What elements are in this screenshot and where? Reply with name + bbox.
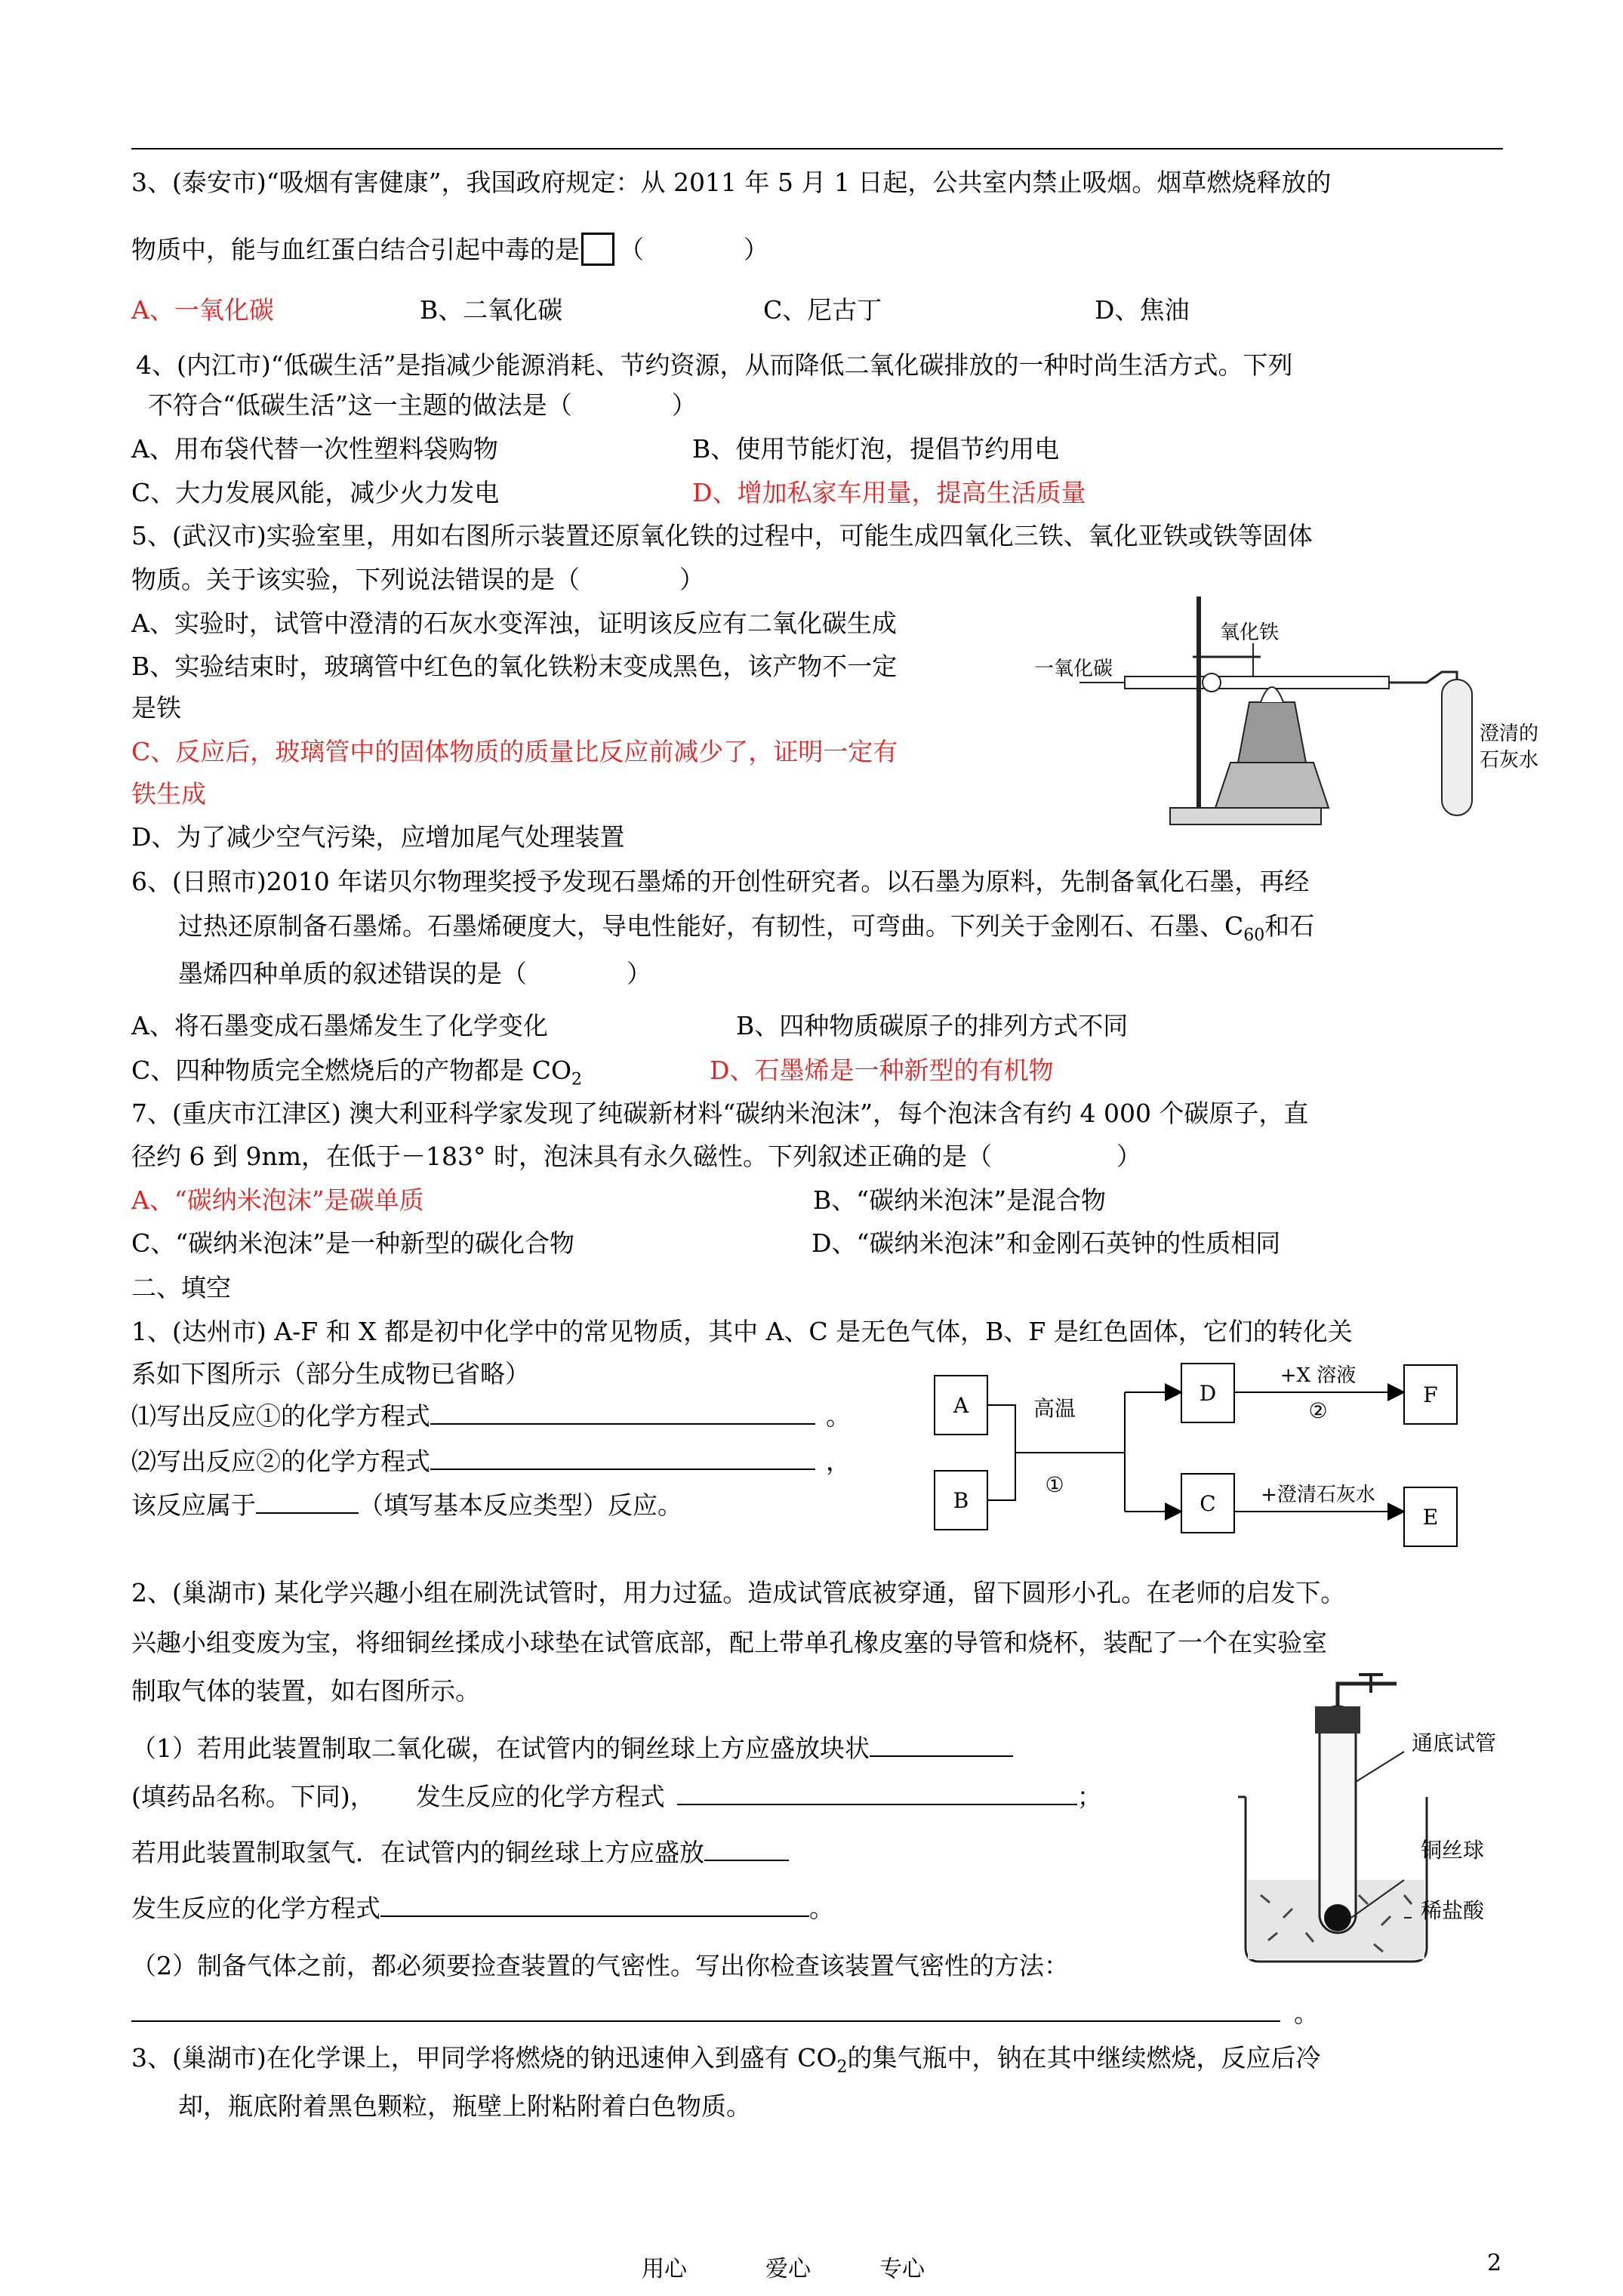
- f2-line1: 2、(巢湖市) 某化学兴趣小组在刷洗试管时，用力过猛。造成试管底被穿通，留下圆形小孔。在老师的启发下。: [131, 1578, 1346, 1607]
- answer-blank-co2-solid[interactable]: [870, 1736, 1013, 1757]
- c60-subscript: 60: [1243, 926, 1265, 945]
- f1-part3-text: 该反应属于: [131, 1490, 256, 1520]
- label-c: C: [1200, 1491, 1216, 1516]
- f3-line1-tail: 的集气瓶中，钠在其中继续燃烧，反应后冷: [847, 2043, 1321, 2073]
- q7-option-c: C、“碳纳米泡沫”是一种新型的碳化合物: [131, 1228, 574, 1258]
- q6-option-d: D、石墨烯是一种新型的有机物: [710, 1056, 1054, 1085]
- f2-line3: 制取气体的装置，如右图所示。: [131, 1676, 480, 1706]
- f2-part3: [131, 1838, 789, 1868]
- q3-line1: 3、(泰安市)“吸烟有害健康”，我国政府规定：从 2011 年 5 月 1 日起，公共室内禁止吸烟。烟草燃烧释放的: [131, 168, 1332, 197]
- f1-part2-end: ，: [826, 1447, 851, 1476]
- f3-line1-text: 3、(巢湖市)在化学课上，甲同学将燃烧的钠迅速伸入到盛有 CO: [131, 2043, 837, 2073]
- label-x-solution: +X 溶液: [1280, 1364, 1357, 1387]
- answer-blank-airtight-method[interactable]: [131, 2001, 1280, 2022]
- label-limewater: +澄清石灰水: [1261, 1484, 1375, 1506]
- f1-part3-tail: （填写基本反应类型）反应。: [359, 1490, 682, 1520]
- q6-option-a: A、将石墨变成石墨烯发生了化学变化: [131, 1011, 548, 1040]
- beaker-apparatus-figure: [1223, 1669, 1517, 1971]
- q3-option-b: B、二氧化碳: [420, 295, 563, 325]
- q6-line3: 墨烯四种单质的叙述错误的是（ ）: [178, 959, 651, 988]
- q3-line2: [131, 233, 768, 266]
- q3-line2-bracket: （ ）: [619, 235, 768, 264]
- q6-option-c: [131, 1056, 582, 1096]
- f2-part5: （2）制备气体之前，都必须要捡查装置的气密性。写出你检查该装置气密性的方法：: [131, 1951, 1069, 1980]
- q5-line1: 5、(武汉市)实验室里，用如右图所示装置还原氧化铁的过程中，可能生成四氧化三铁、氧化亚铁或铁等固体: [131, 521, 1313, 550]
- copper-ball-label: 铜丝球: [1421, 1838, 1485, 1863]
- limewater-label-2: 石灰水: [1480, 749, 1539, 772]
- transformation-diagram: [925, 1344, 1468, 1548]
- footer-middle: 爱心: [765, 2256, 811, 2282]
- label-high-temp: 高温: [1033, 1396, 1076, 1421]
- label-reaction-1: ①: [1045, 1472, 1064, 1497]
- q7-option-a: A、“碳纳米泡沫”是碳单质: [131, 1185, 424, 1215]
- f3-co2-subscript: 2: [836, 2057, 848, 2077]
- answer-blank-h2-equation[interactable]: [380, 1896, 809, 1917]
- q5-option-a: A、实验时，试管中澄清的石灰水变浑浊，证明该反应有二氧化碳生成: [131, 609, 897, 638]
- q4-option-c: C、大力发展风能，减少火力发电: [131, 478, 500, 507]
- q5-option-d: D、为了减少空气污染，应增加尾气处理装置: [131, 822, 625, 852]
- q4-line2: 不符合“低碳生活”这一主题的做法是（ ）: [148, 390, 697, 420]
- answer-blank-h2-solid[interactable]: [704, 1840, 789, 1861]
- limewater-label-1: 澄清的: [1480, 723, 1539, 745]
- q7-line2: 径约 6 到 9nm，在低于－183° 时，泡沫具有永久磁性。下列叙述正确的是（ ）: [131, 1142, 1141, 1171]
- q7-option-b: B、“碳纳米泡沫”是混合物: [813, 1185, 1106, 1215]
- f1-part1-text: ⑴写出反应①的化学方程式: [131, 1401, 430, 1431]
- f2-part4-text: 发生反应的化学方程式: [131, 1894, 380, 1923]
- f2-part2-end: ；: [1076, 1782, 1102, 1811]
- acid-label: 稀盐酸: [1421, 1898, 1485, 1923]
- answer-blank-eq2[interactable]: [430, 1449, 815, 1470]
- q3-option-a: A、一氧化碳: [131, 295, 274, 325]
- fe2o3-label: 氧化铁: [1220, 621, 1280, 644]
- q5-option-c-line2: 铁生成: [131, 779, 206, 809]
- f2-part1-text: （1）若用此装置制取二氧化碳，在试管内的铜丝球上方应盛放块状: [131, 1734, 870, 1763]
- f1-part3: [131, 1490, 682, 1521]
- footer-left: 用心: [642, 2256, 687, 2282]
- q4-option-d: D、增加私家车用量，提高生活质量: [692, 478, 1086, 507]
- q6-line2-tail: 和石: [1264, 911, 1315, 941]
- q3-option-c: C、尼古丁: [763, 295, 882, 325]
- q4-option-b: B、使用节能灯泡，提倡节约用电: [692, 434, 1060, 464]
- f3-line2: 却，瓶底附着黑色颗粒，瓶壁上附粘附着白色物质。: [178, 2091, 751, 2121]
- label-e: E: [1422, 1505, 1439, 1530]
- q7-option-d: D、“碳纳米泡沫”和金刚石英钟的性质相同: [812, 1228, 1281, 1258]
- f2-part4-end: 。: [809, 1894, 834, 1923]
- f2-part3-text: 若用此装置制取氢气．在试管内的铜丝球上方应盛放: [131, 1838, 704, 1867]
- answer-box: [581, 233, 614, 266]
- f2-line2: 兴趣小组变废为宝，将细铜丝揉成小球垫在试管底部，配上带单孔橡皮塞的导管和烧杯，装配了一个在实验室: [131, 1628, 1327, 1657]
- f3-line1: [131, 2043, 1321, 2083]
- co-label: 一氧化碳: [1034, 658, 1113, 680]
- footer-right: 专心: [879, 2256, 925, 2282]
- q5-line2: 物质。关于该实验，下列说法错误的是（ ）: [131, 565, 704, 594]
- answer-blank-reaction-type[interactable]: [256, 1493, 359, 1514]
- q5-option-c-line1: C、反应后，玻璃管中的固体物质的质量比反应前减少了，证明一定有: [131, 737, 898, 766]
- q6-option-c-text: C、四种物质完全燃烧后的产物都是 CO: [131, 1056, 572, 1085]
- f1-part1-end: 。: [826, 1401, 851, 1431]
- f2-part2-text: (填药品名称。下同)，: [131, 1782, 375, 1811]
- co-reduction-apparatus-figure: [1034, 581, 1539, 831]
- f2-part6: [131, 1999, 1319, 2029]
- q5-option-b-line1: B、实验结束时，玻璃管中红色的氧化铁粉末变成黑色，该产物不一定: [131, 652, 898, 681]
- q3-line2-text: 物质中，能与血红蛋白结合引起中毒的是: [131, 235, 580, 264]
- label-f: F: [1423, 1382, 1438, 1407]
- f1-line2: 系如下图所示（部分生成物已省略）: [131, 1359, 530, 1388]
- answer-blank-eq1[interactable]: [430, 1404, 815, 1425]
- q3-option-d: D、焦油: [1095, 295, 1190, 325]
- f2-part4: [131, 1894, 834, 1924]
- f2-part6-end: 。: [1294, 1999, 1319, 2028]
- q6-line2-text: 过热还原制备石墨烯。石墨烯硬度大，导电性能好，有韧性，可弯曲。下列关于金刚石、石墨、C: [178, 911, 1244, 941]
- label-reaction-2: ②: [1308, 1398, 1328, 1423]
- f2-part1: [131, 1734, 1013, 1764]
- co2-subscript: 2: [571, 1070, 583, 1089]
- f1-part2: [131, 1447, 851, 1477]
- header-rule: [131, 148, 1503, 149]
- f1-part2-text: ⑵写出反应②的化学方程式: [131, 1447, 430, 1476]
- answer-blank-co2-equation[interactable]: [677, 1784, 1077, 1805]
- q7-line1: 7、(重庆市江津区) 澳大利亚科学家发现了纯碳新材料“碳纳米泡沫”，每个泡沫含有约 4 000 个碳原子，直: [131, 1099, 1309, 1128]
- label-d: D: [1199, 1381, 1217, 1406]
- section-title: 二、填空: [131, 1273, 231, 1302]
- q6-line1: 6、(日照市)2010 年诺贝尔物理奖授予发现石墨烯的开创性研究者。以石墨为原料，先制备氧化石墨，再经: [131, 867, 1310, 896]
- f1-line1: 1、(达州市) A-F 和 X 都是初中化学中的常见物质，其中 A、C 是无色气体，B、F 是红色固体，它们的转化关: [131, 1317, 1353, 1346]
- label-a: A: [953, 1393, 969, 1418]
- f1-part1: [131, 1401, 851, 1432]
- page-number: 2: [1487, 2250, 1502, 2276]
- q5-option-b-line2: 是铁: [131, 693, 181, 723]
- label-b: B: [953, 1488, 969, 1513]
- q6-line2: [178, 911, 1314, 951]
- q4-line1: 4、(内江市)“低碳生活”是指减少能源消耗、节约资源，从而降低二氧化碳排放的一种时尚生活方式。下列: [136, 350, 1293, 380]
- tube-label: 通底试管: [1412, 1730, 1497, 1755]
- q4-option-a: A、用布袋代替一次性塑料袋购物: [131, 434, 498, 464]
- f2-part2-mid: 发生反应的化学方程式: [415, 1782, 665, 1811]
- f2-part2: [131, 1782, 1102, 1812]
- q6-option-b: B、四种物质碳原子的排列方式不同: [736, 1011, 1129, 1040]
